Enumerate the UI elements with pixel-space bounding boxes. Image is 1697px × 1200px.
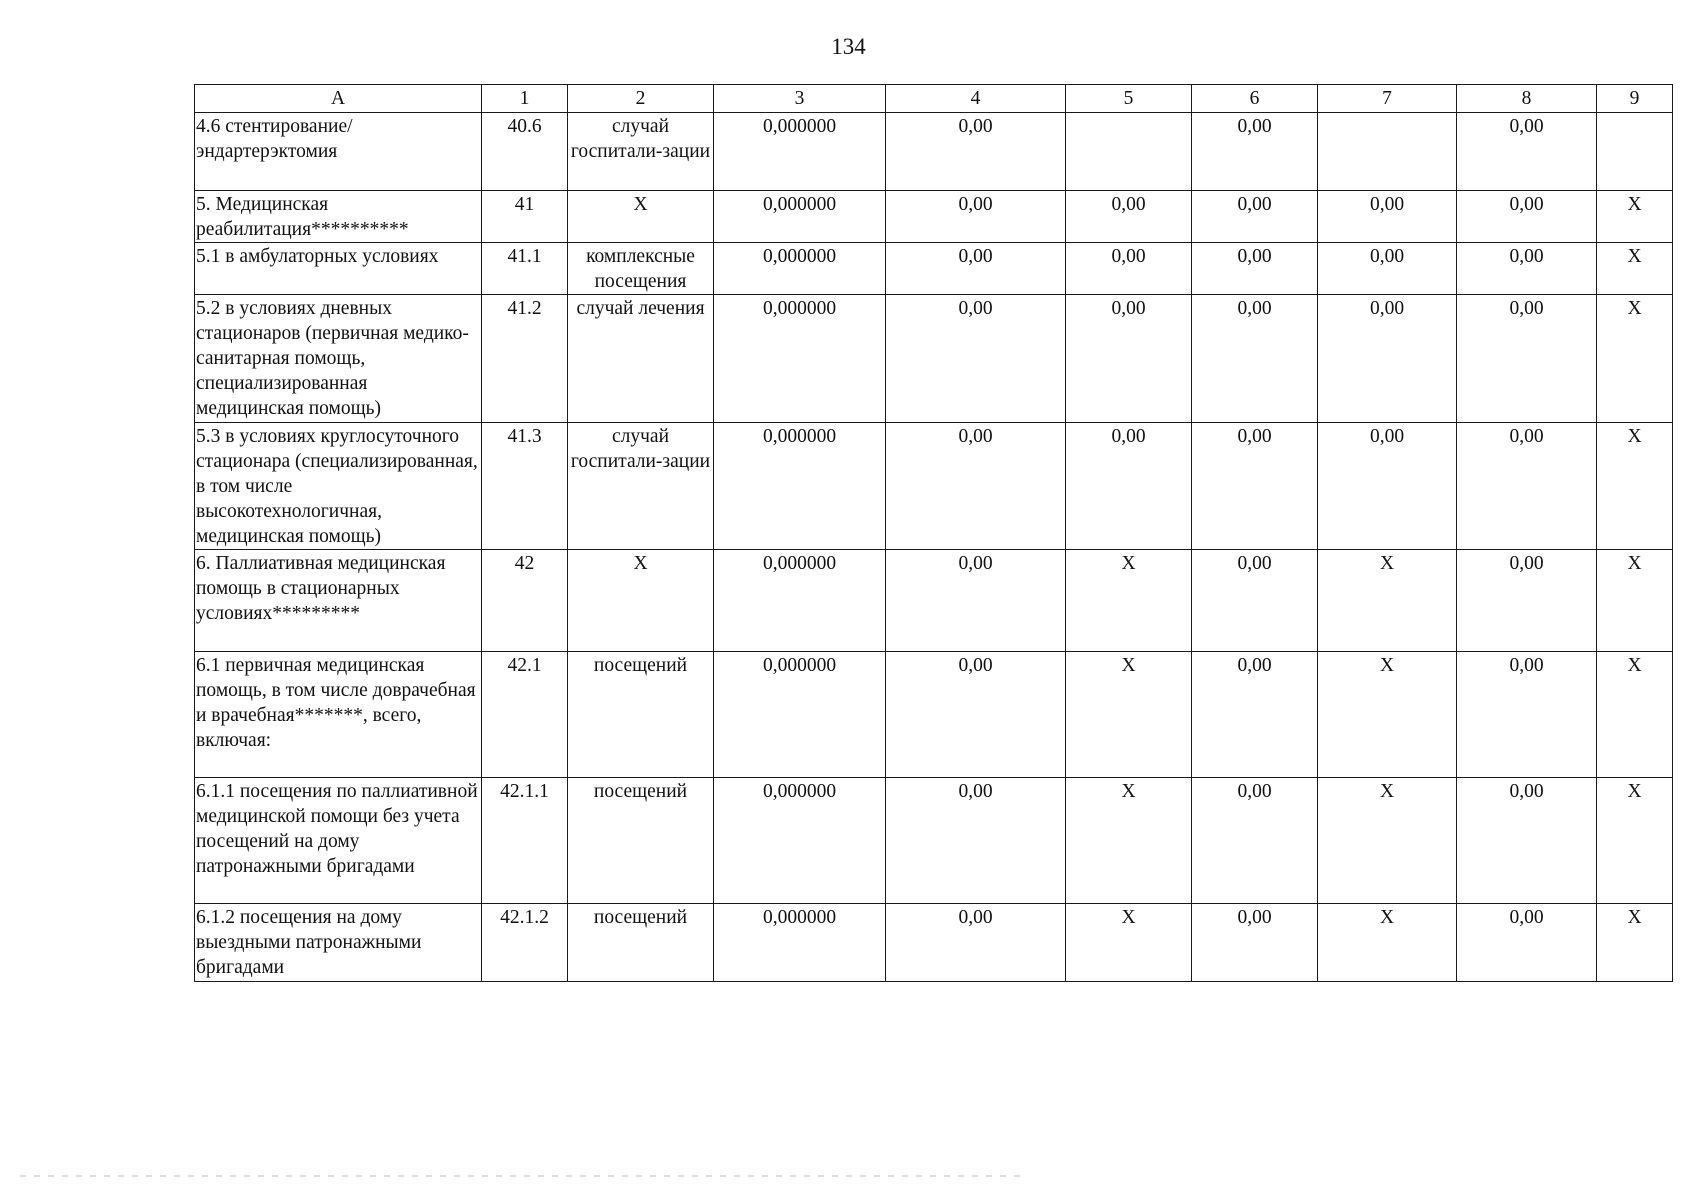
row-unit: комплексные посещения — [568, 243, 714, 295]
row-value-7 — [1318, 113, 1457, 191]
row-value-3: 0,000000 — [714, 423, 886, 550]
row-value-3: 0,000000 — [714, 113, 886, 191]
table-row — [195, 550, 1673, 652]
row-value-3: 0,000000 — [714, 904, 886, 982]
row-value-5: 0,00 — [1066, 243, 1192, 295]
row-value-7: 0,00 — [1318, 191, 1457, 243]
row-value-4: 0,00 — [886, 113, 1066, 191]
row-value-9: Х — [1597, 652, 1673, 778]
row-code: 42.1 — [482, 652, 568, 778]
header-cell-4: 4 — [886, 85, 1066, 113]
row-value-4: 0,00 — [886, 423, 1066, 550]
row-value-4: 0,00 — [886, 904, 1066, 982]
row-value-9: Х — [1597, 904, 1673, 982]
row-value-6: 0,00 — [1192, 113, 1318, 191]
row-code: 41 — [482, 191, 568, 243]
header-cell-1: 1 — [482, 85, 568, 113]
row-unit: посещений — [568, 778, 714, 904]
row-name: 6. Паллиативная медицинская помощь в стационарных условиях********* — [195, 550, 482, 652]
row-value-3: 0,000000 — [714, 550, 886, 652]
table-row — [195, 423, 1673, 550]
header-cell-6: 6 — [1192, 85, 1318, 113]
row-value-4: 0,00 — [886, 778, 1066, 904]
table-row — [195, 113, 1673, 191]
table-row — [195, 904, 1673, 982]
row-value-8: 0,00 — [1457, 904, 1597, 982]
row-value-9 — [1597, 113, 1673, 191]
table-row — [195, 778, 1673, 904]
row-value-8: 0,00 — [1457, 423, 1597, 550]
row-code: 41.2 — [482, 295, 568, 423]
row-value-4: 0,00 — [886, 191, 1066, 243]
row-value-3: 0,000000 — [714, 243, 886, 295]
row-unit: Х — [568, 191, 714, 243]
row-value-6: 0,00 — [1192, 904, 1318, 982]
row-value-5: 0,00 — [1066, 423, 1192, 550]
row-value-8: 0,00 — [1457, 295, 1597, 423]
header-cell-a: А — [195, 85, 482, 113]
row-value-7: 0,00 — [1318, 423, 1457, 550]
row-name: 5. Медицинская реабилитация********** — [195, 191, 482, 243]
row-value-8: 0,00 — [1457, 191, 1597, 243]
row-value-7: Х — [1318, 778, 1457, 904]
row-name: 6.1 первичная медицинская помощь, в том числе доврачебная и врачебная*******, всего, включая: — [195, 652, 482, 778]
row-value-4: 0,00 — [886, 295, 1066, 423]
row-value-8: 0,00 — [1457, 243, 1597, 295]
scan-artifact-line — [20, 1175, 1020, 1177]
row-code: 41.1 — [482, 243, 568, 295]
table-header — [195, 85, 1673, 113]
header-cell-5: 5 — [1066, 85, 1192, 113]
row-name: 5.1 в амбулаторных условиях — [195, 243, 482, 295]
row-code: 41.3 — [482, 423, 568, 550]
row-value-7: Х — [1318, 904, 1457, 982]
row-value-5: Х — [1066, 652, 1192, 778]
row-unit: Х — [568, 550, 714, 652]
row-value-6: 0,00 — [1192, 652, 1318, 778]
row-value-5: Х — [1066, 904, 1192, 982]
row-value-3: 0,000000 — [714, 191, 886, 243]
row-value-5 — [1066, 113, 1192, 191]
header-row — [195, 85, 1673, 113]
header-cell-9: 9 — [1597, 85, 1673, 113]
table-row — [195, 191, 1673, 243]
row-value-6: 0,00 — [1192, 778, 1318, 904]
table-row — [195, 295, 1673, 423]
row-code: 42 — [482, 550, 568, 652]
row-value-4: 0,00 — [886, 652, 1066, 778]
row-value-6: 0,00 — [1192, 191, 1318, 243]
row-value-8: 0,00 — [1457, 550, 1597, 652]
row-value-3: 0,000000 — [714, 652, 886, 778]
row-code: 40.6 — [482, 113, 568, 191]
row-value-3: 0,000000 — [714, 295, 886, 423]
row-value-9: Х — [1597, 191, 1673, 243]
row-value-5: 0,00 — [1066, 295, 1192, 423]
row-unit: случай лечения — [568, 295, 714, 423]
row-code: 42.1.2 — [482, 904, 568, 982]
row-name: 6.1.1 посещения по паллиативной медицинской помощи без учета посещений на дому патронажными бригадами — [195, 778, 482, 904]
row-name: 5.2 в условиях дневных стационаров (первичная медико-санитарная помощь, специализированная медицинская помощь) — [195, 295, 482, 423]
row-value-8: 0,00 — [1457, 778, 1597, 904]
page-number: 134 — [831, 34, 866, 59]
row-value-9: Х — [1597, 550, 1673, 652]
header-cell-3: 3 — [714, 85, 886, 113]
table-row — [195, 243, 1673, 295]
row-unit: случай госпитали-зации — [568, 423, 714, 550]
row-value-9: Х — [1597, 423, 1673, 550]
row-unit: случай госпитали-зации — [568, 113, 714, 191]
row-value-7: Х — [1318, 550, 1457, 652]
row-value-4: 0,00 — [886, 243, 1066, 295]
row-value-9: Х — [1597, 243, 1673, 295]
row-name: 6.1.2 посещения на дому выездными патронажными бригадами — [195, 904, 482, 982]
row-value-3: 0,000000 — [714, 778, 886, 904]
table-row — [195, 652, 1673, 778]
row-value-9: Х — [1597, 295, 1673, 423]
row-value-7: 0,00 — [1318, 243, 1457, 295]
row-value-6: 0,00 — [1192, 550, 1318, 652]
row-value-5: Х — [1066, 550, 1192, 652]
row-name: 5.3 в условиях круглосуточного стационара (специализированная, в том числе высокотехнологичная, медицинская помощь) — [195, 423, 482, 550]
header-cell-7: 7 — [1318, 85, 1457, 113]
row-value-6: 0,00 — [1192, 243, 1318, 295]
row-unit: посещений — [568, 904, 714, 982]
row-value-8: 0,00 — [1457, 652, 1597, 778]
row-value-5: Х — [1066, 778, 1192, 904]
header-cell-2: 2 — [568, 85, 714, 113]
row-value-5: 0,00 — [1066, 191, 1192, 243]
row-unit: посещений — [568, 652, 714, 778]
row-value-6: 0,00 — [1192, 295, 1318, 423]
row-value-7: Х — [1318, 652, 1457, 778]
row-value-8: 0,00 — [1457, 113, 1597, 191]
row-code: 42.1.1 — [482, 778, 568, 904]
row-value-4: 0,00 — [886, 550, 1066, 652]
row-value-6: 0,00 — [1192, 423, 1318, 550]
row-value-7: 0,00 — [1318, 295, 1457, 423]
row-value-9: Х — [1597, 778, 1673, 904]
data-table — [194, 84, 1673, 982]
row-name: 4.6 стентирование/ эндартерэктомия — [195, 113, 482, 191]
table-body — [195, 113, 1673, 982]
header-cell-8: 8 — [1457, 85, 1597, 113]
